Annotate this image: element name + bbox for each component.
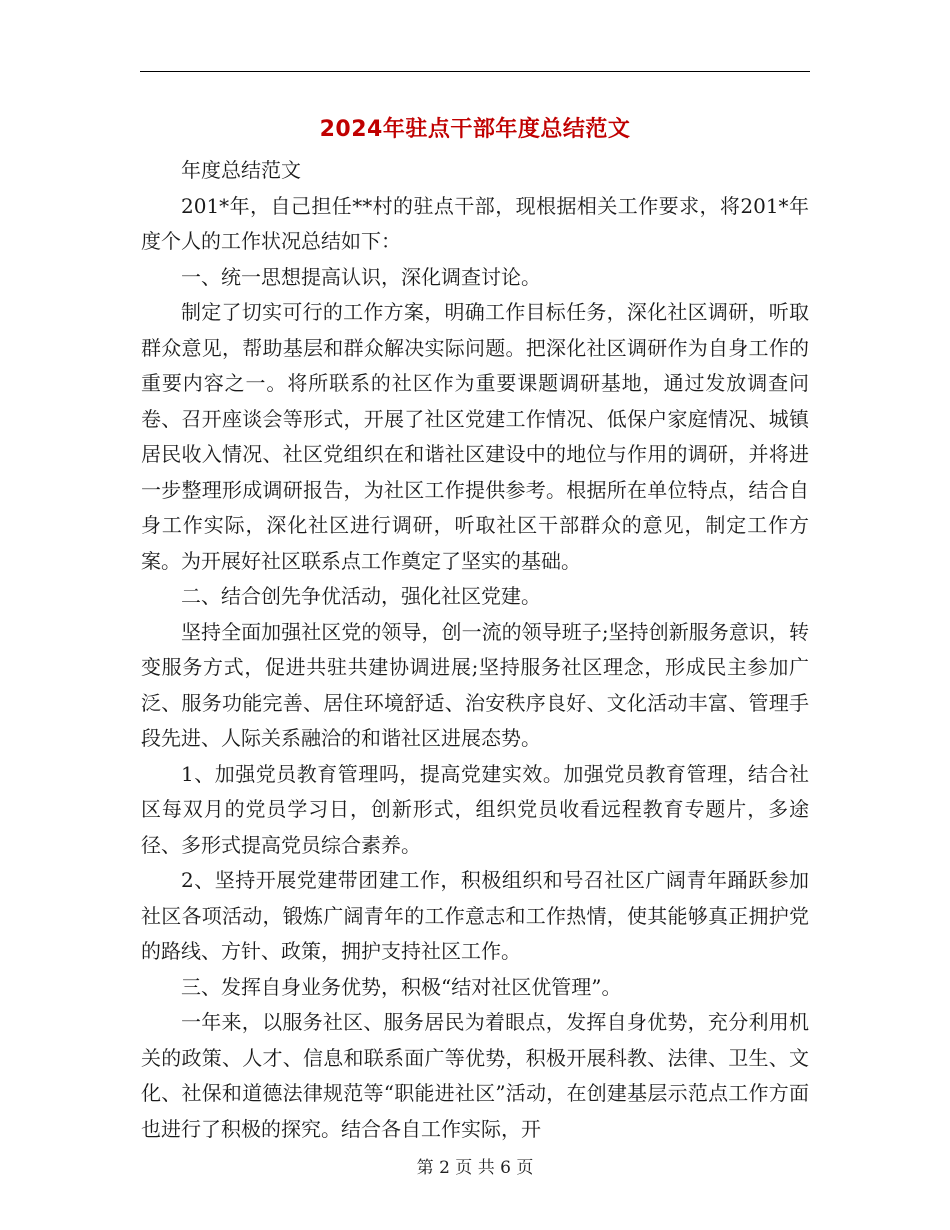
paragraph: 201*年，自己担任**村的驻点干部，现根据相关工作要求，将201*年度个人的工作状况总结如下： [141, 193, 809, 253]
paragraph: 1、加强党员教育管理吗，提高党建实效。加强党员教育管理，结合社区每双月的党员学习日，创新形式，组织党员收看远程教育专题片，多途径、多形式提高党员综合素养。 [141, 761, 809, 857]
paragraph: 2、坚持开展党建带团建工作，积极组织和号召社区广阔青年踊跃参加社区各项活动，锻炼广阔青年的工作意志和工作热情，使其能够真正拥护党的路线、方针、政策，拥护支持社区工作。 [141, 868, 809, 963]
section-heading: 三、发挥自身业务优势，积极“结对社区优管理”。 [181, 974, 622, 999]
page-number: 第 2 页 共 6 页 [416, 1158, 534, 1178]
section-heading: 二、结合创先争优活动，强化社区党建。 [181, 584, 541, 608]
paragraph: 年度总结范文 [181, 158, 301, 182]
header-rule [140, 71, 810, 72]
paragraph: 坚持全面加强社区党的领导，创一流的领导班子;坚持创新服务意识，转变服务方式，促进共驻共建协调进展;坚持服务社区理念，形成民主参加广泛、服务功能完善、居住环境舒适、治安秩序良好、文化活动丰富、管理手段先进、人际关系融洽的和谐社区进展态势。 [141, 619, 809, 750]
document-title: 2024年驻点干部年度总结范文 [319, 117, 631, 142]
document-body [141, 153, 809, 1147]
paragraph: 制定了切实可行的工作方案，明确工作目标任务，深化社区调研，听取群众意见，帮助基层和群众解决实际问题。把深化社区调研作为自身工作的重要内容之一。将所联系的社区作为重要课题调研基地，通过发放调查问卷、召开座谈会等形式，开展了社区党建工作情况、低保户家庭情况、城镇居民收入情况、社区党组织在和谐社区建设中的地位与作用的调研，并将进一步整理形成调研报告，为社区工作提供参考。根据所在单位特点，结合自身工作实际，深化社区进行调研，听取社区干部群众的意见，制定工作方案。为开展好社区联系点工作奠定了坚实的基础。 [141, 300, 809, 573]
section-heading: 一、统一思想提高认识，深化调查讨论。 [181, 264, 541, 289]
paragraph: 一年来，以服务社区、服务居民为着眼点，发挥自身优势，充分利用机关的政策、人才、信息和联系面广等优势，积极开展科教、法律、卫生、文化、社保和道德法律规范等“职能进社区”活动，在创建基层示范点工作方面也进行了积极的探究。结合各自工作实际，开 [141, 1010, 809, 1141]
